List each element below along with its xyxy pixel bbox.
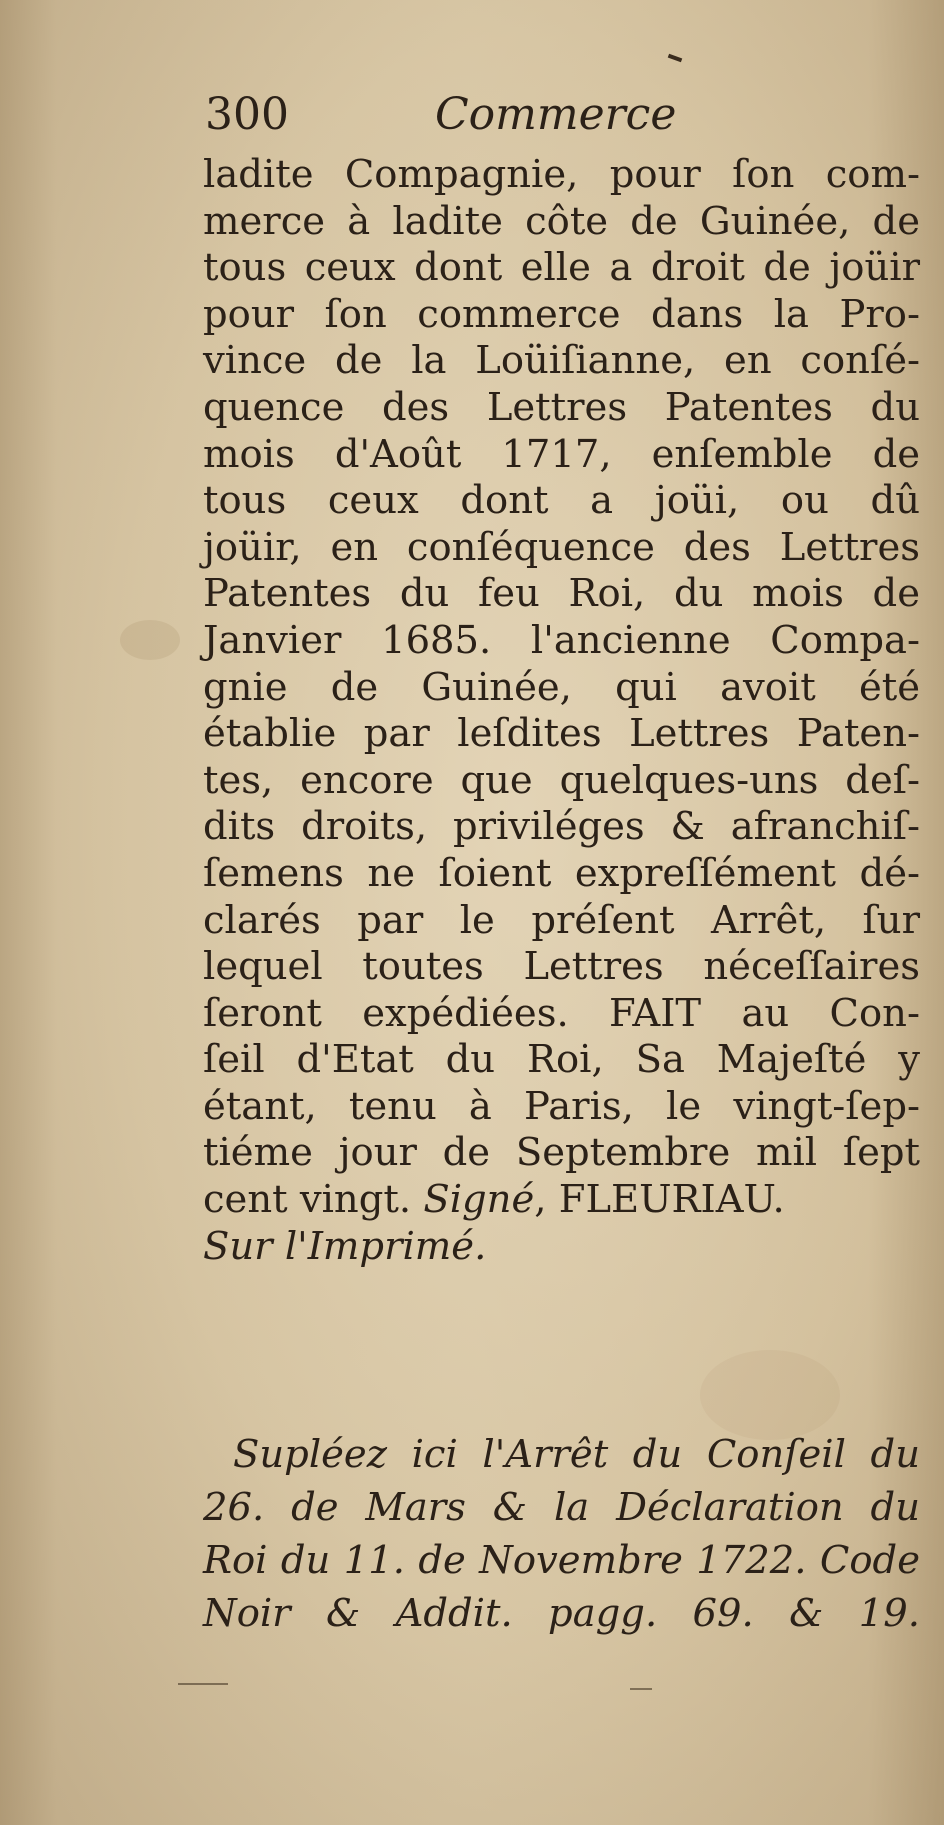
imprint-note: Sur l'Imprimé.: [203, 1223, 487, 1269]
paper-stain: [700, 1350, 840, 1440]
paper-stain: [120, 620, 180, 660]
text-line: établie par leſdites Lettres Paten-: [203, 711, 920, 757]
text-line: joüir, en conſéquence des Lettres: [203, 524, 920, 570]
text-line: gnie de Guinée, qui avoit été: [203, 664, 920, 710]
text-line: pour ſon commerce dans la Pro-: [203, 291, 920, 337]
signature-prefix: cent vingt.: [203, 1177, 412, 1223]
text-line: Patentes du feu Roi, du mois de: [203, 571, 920, 617]
signature-line: [203, 1177, 920, 1224]
text-line: tous ceux dont a joüi, ou dû: [203, 478, 920, 524]
note-line: Roi du 11. de Novembre 1722. Code: [203, 1538, 920, 1583]
text-line: merce à ladite côte de Guinée, de: [203, 198, 920, 244]
signed-word: Signé: [423, 1177, 535, 1223]
text-line: tes, encore que quelques-uns deſ-: [203, 757, 920, 803]
note-line: Noir & Addit. pagg. 69. & 19.: [203, 1591, 920, 1636]
text-line: mois d'Août 1717, enſemble de: [203, 431, 920, 477]
ink-dash: [178, 1683, 228, 1685]
text-line: clarés par le préſent Arrêt, ſur: [203, 897, 920, 943]
running-header: [205, 89, 677, 140]
text-line: tous ceux dont elle a droit de joüir: [203, 245, 920, 291]
page-number: 300: [205, 89, 289, 140]
note-line: 26. de Mars & la Déclaration du: [203, 1485, 920, 1530]
supplement-note: [203, 1428, 920, 1640]
text-line: vince de la Loüiſianne, en conſé-: [203, 338, 920, 384]
ink-mark: [668, 54, 683, 63]
text-line: quence des Lettres Patentes du: [203, 384, 920, 430]
signatory-name: , FLEURIAU.: [534, 1177, 785, 1223]
text-line: lequel toutes Lettres néceſſaires: [203, 944, 920, 990]
text-line: dits droits, priviléges & afranchiſ-: [203, 804, 920, 850]
text-line: ſeil d'Etat du Roi, Sa Majeſté y: [203, 1037, 920, 1083]
note-line: Supléez ici l'Arrêt du Conſeil du: [233, 1432, 920, 1477]
text-line: étant, tenu à Paris, le vingt-ſep-: [203, 1083, 920, 1129]
text-line: ladite Compagnie, pour ſon com-: [203, 152, 920, 197]
main-text: [203, 152, 920, 1270]
text-line: tiéme jour de Septembre mil ſept: [203, 1130, 920, 1176]
running-title: Commerce: [435, 89, 677, 140]
text-line: ſeront expédiées. FAIT au Con-: [203, 990, 920, 1036]
ink-dash: [630, 1688, 652, 1690]
text-line: ſemens ne ſoient expreſſément dé-: [203, 850, 920, 896]
text-line: Janvier 1685. l'ancienne Compa-: [203, 617, 920, 663]
